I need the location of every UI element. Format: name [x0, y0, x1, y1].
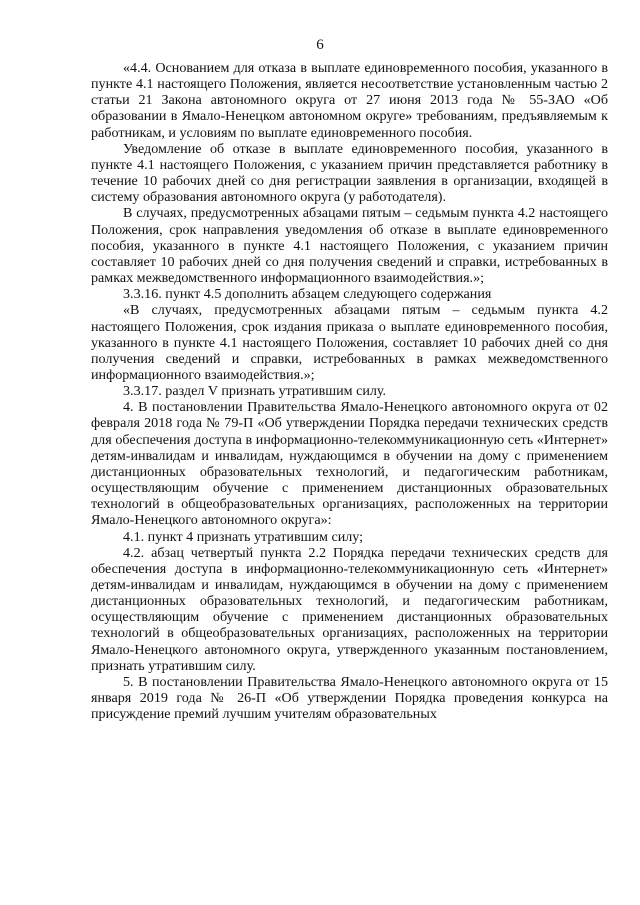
paragraph-4-4: «4.4. Основанием для отказа в выплате единовременного пособия, указанного в пункте 4.1 настоящего Положения, является несоответствие установленным частью 2 статьи 21 Закона автономного округа от 27 июня 2013 года № 55-ЗАО «Об образовании в Ямало-Ненецком автономном округе» требованиям, предъявляемым к работникам, и условиям по выплате единовременного пособия.: [91, 60, 608, 141]
paragraph-5: 5. В постановлении Правительства Ямало-Ненецкого автономного округа от 15 января 2019 года № 26-П «Об утверждении Порядка проведения конкурса на присуждение премий лучшим учителям образовательных: [91, 673, 608, 723]
paragraph-3-3-16: 3.3.16. пункт 4.5 дополнить абзацем следующего содержания: [123, 286, 492, 303]
paragraph-3-3-17: 3.3.17. раздел V признать утратившим силу.: [123, 383, 387, 400]
paragraph-cases-notice: В случаях, предусмотренных абзацами пятым – седьмым пункта 4.2 настоящего Положения, срок направления уведомления об отказе в выплате единовременного пособия, указанного в пункте 4.1 настоящего Положения, с указанием причин составляет 10 рабочих дней со дня получения сведений и справки, истребованных в рамках межведомственного информационного взаимодействия.»;: [91, 205, 608, 287]
paragraph-4: 4. В постановлении Правительства Ямало-Ненецкого автономного округа от 02 февраля 2018 года № 79-П «Об утверждении Порядка передачи технических средств для обеспечения доступа в информационно-телекоммуникационную сеть «Интернет» детям-инвалидам и инвалидам, нуждающимся в обучении на дому с применением дистанционных образовательных технологий, и педагогическим работникам, осуществляющим обучение с применением дистанционных образовательных технологий в общеобразовательных организациях, расположенных на территории Ямало-Ненецкого автономного округа»:: [91, 399, 608, 529]
paragraph-cases-order: «В случаях, предусмотренных абзацами пятым – седьмым пункта 4.2 настоящего Положения, срок издания приказа о выплате единовременного пособия, указанного в пункте 4.1 настоящего Положения, составляет 10 рабочих дней со дня получения сведений и справки, истребованных в рамках межведомственного информационного взаимодействия.»;: [91, 302, 608, 383]
paragraph-4-1: 4.1. пункт 4 признать утратившим силу;: [123, 528, 364, 545]
paragraph-notice-refusal: Уведомление об отказе в выплате единовременного пособия, указанного в пункте 4.1 настоящего Положения, с указанием причин представляется работнику в течение 10 рабочих дней со дня регистрации заявления в организации, входящей в систему образования автономного округа (у работодателя).: [91, 140, 608, 206]
paragraph-4-2: 4.2. абзац четвертый пункта 2.2 Порядка передачи технических средств для обеспечения доступа в информационно-телекоммуникационную сеть «Интернет» детям-инвалидам и инвалидам, нуждающимся в обучении на дому с применением дистанционных образовательных технологий, и педагогическим работникам, осуществляющим обучение с применением дистанционных образовательных технологий в общеобразовательных организациях, расположенных на территории Ямало-Ненецкого автономного округа, утвержденного указанным постановлением, признать утратившим силу.: [91, 544, 608, 674]
document-body: [91, 60, 608, 722]
page-number: 6: [316, 37, 324, 53]
